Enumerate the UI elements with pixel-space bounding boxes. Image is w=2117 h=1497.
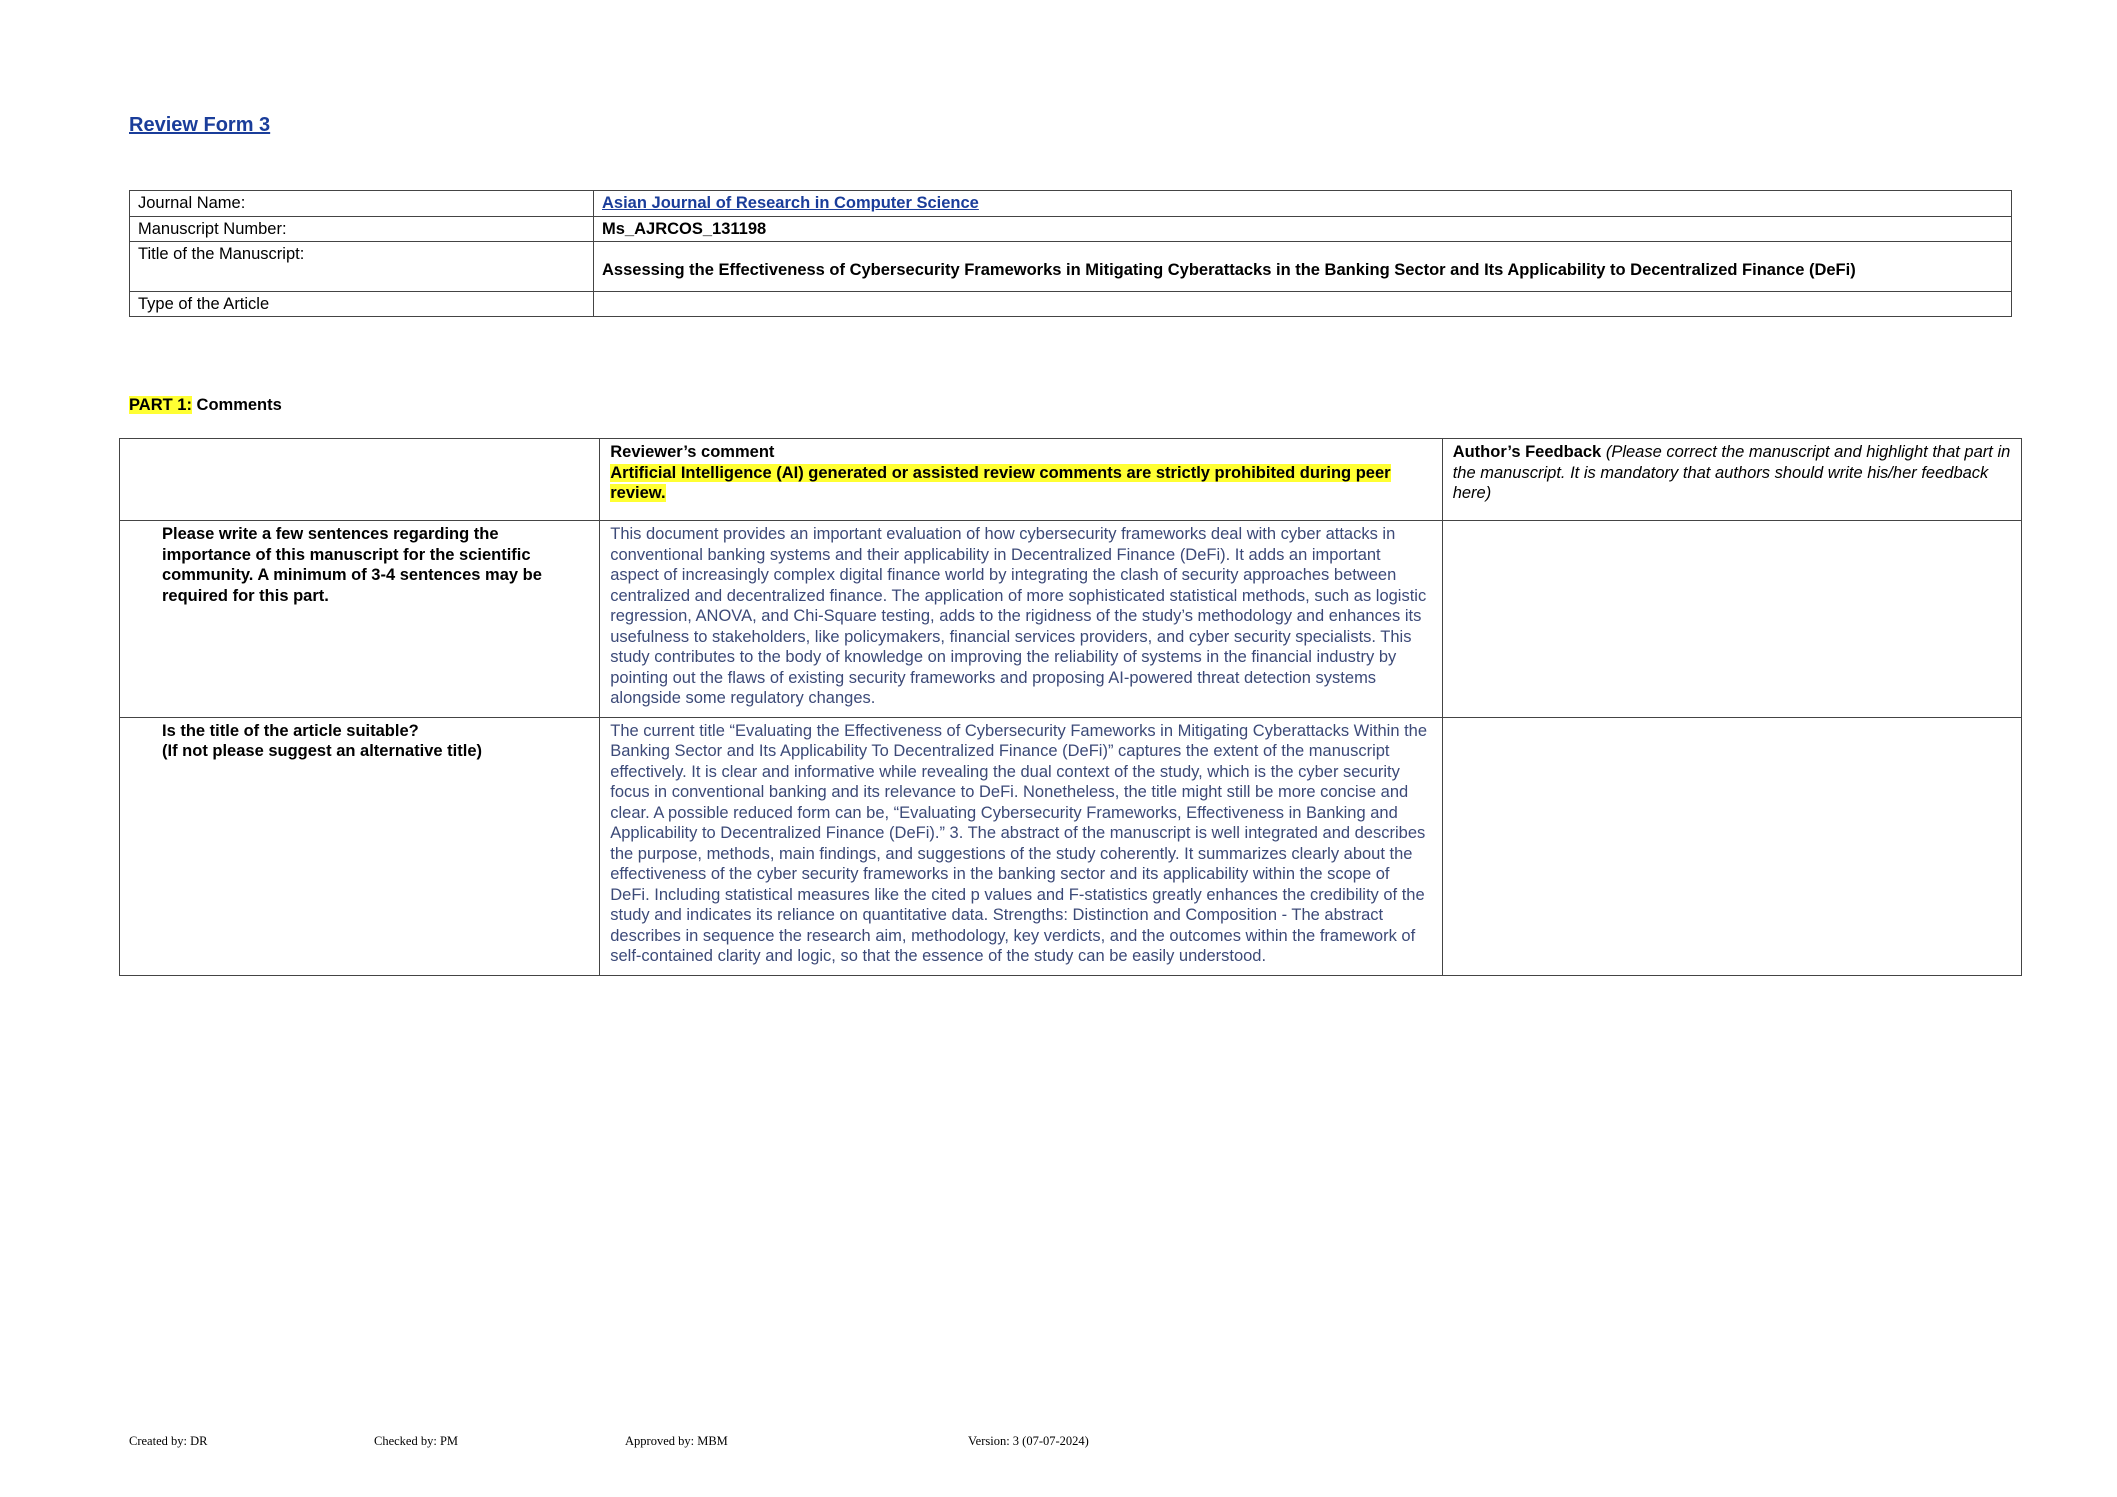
author-feedback-cell[interactable] — [1442, 521, 2021, 718]
manuscript-title-label: Title of the Manuscript: — [130, 242, 594, 292]
footer-checked-by: Checked by: PM — [374, 1434, 459, 1448]
footer-approved-by: Approved by: MBM — [625, 1434, 728, 1448]
article-type-value[interactable] — [594, 291, 2012, 317]
manuscript-title-value: Assessing the Effectiveness of Cybersecurity Frameworks in Mitigating Cyberattacks in the Banking Sector and Its Applicability to Decentralized Finance (DeFi) — [594, 242, 2012, 292]
manuscript-number-value: Ms_AJRCOS_131198 — [594, 216, 2012, 242]
comments-header-row — [120, 439, 2022, 521]
comments-table — [119, 438, 2022, 976]
author-header-cell — [1442, 439, 2021, 521]
journal-name-link[interactable]: Asian Journal of Research in Computer Science — [602, 194, 979, 212]
manuscript-title-row — [130, 242, 2012, 292]
part1-title: Comments — [191, 396, 282, 414]
comment-row — [120, 717, 2022, 975]
question-line: (If not please suggest an alternative title) — [162, 742, 482, 760]
header-empty-cell — [120, 439, 600, 521]
manuscript-info-table — [129, 190, 2012, 317]
footer-created-by: Created by: DR — [129, 1434, 208, 1448]
journal-name-label: Journal Name: — [130, 191, 594, 217]
question-cell — [120, 717, 600, 975]
author-feedback-cell[interactable] — [1442, 717, 2021, 975]
author-feedback-header: Author’s Feedback — [1452, 443, 1602, 461]
reviewer-header-cell — [600, 439, 1442, 521]
journal-name-row — [130, 191, 2012, 217]
ai-notice: Artificial Intelligence (AI) generated or assisted review comments are strictly prohibited during peer review. — [610, 463, 1391, 502]
article-type-row — [130, 291, 2012, 317]
manuscript-number-label: Manuscript Number: — [130, 216, 594, 242]
part1-label: PART 1: — [129, 396, 192, 414]
reviewer-comment-header: Reviewer’s comment — [610, 443, 775, 461]
reviewer-comment-cell: This document provides an important evaluation of how cybersecurity frameworks deal with cyber attacks in conventional banking systems and their applicability in Decentralized Finance (DeFi). It adds an important aspect of increasingly complex digital finance world by integrating the clash of security approaches between centralized and decentralized finance. The application of more sophisticated statistical methods, such as logistic regression, ANOVA, and Chi-Square testing, adds to the rigidness of the study’s methodology and enhances its usefulness to stakeholders, like policymakers, financial services providers, and cyber security specialists. This study contributes to the body of knowledge on improving the reliability of systems in the financial industry by pointing out the flaws of existing security frameworks and proposing AI-powered threat detection systems alongside some regulatory changes. — [600, 521, 1442, 718]
reviewer-comment-cell: The current title “Evaluating the Effectiveness of Cybersecurity Fameworks in Mitigating Cyberattacks Within the Banking Sector and Its Applicability To Decentralized Finance (DeFi)” captures the extent of the manuscript effectively. It is clear and informative while revealing the dual context of the study, which is the cyber security focus in conventional banking and its relevance to DeFi. Nonetheless, the title might still be more concise and clear. A possible reduced form can be, “Evaluating Cybersecurity Frameworks, Effectiveness in Banking and Applicability to Decentralized Finance (DeFi).” 3. The abstract of the manuscript is well integrated and describes the purpose, methods, main findings, and suggestions of the study coherently. It summarizes clearly about the effectiveness of the cyber security frameworks in the banking sector and its applicability within the scope of DeFi. Including statistical measures like the cited p values and F-statistics greatly enhances the credibility of the study and indicates its reliance on quantitative data. Strengths: Distinction and Composition - The abstract describes in sequence the research aim, methodology, key verdicts, and the outcomes within the framework of self-contained clarity and logic, so that the essence of the study can be easily understood. — [600, 717, 1442, 975]
question-line: Is the title of the article suitable? — [162, 721, 419, 740]
part1-heading — [129, 396, 282, 415]
form-title[interactable]: Review Form 3 — [129, 114, 271, 136]
question-cell: Please write a few sentences regarding the importance of this manuscript for the scientific community. A minimum of 3-4 sentences may be required for this part. — [120, 521, 600, 718]
footer-version: Version: 3 (07-07-2024) — [968, 1434, 1089, 1448]
comment-row — [120, 521, 2022, 718]
author-feedback-note: (Please correct the manuscript and highlight that part in the manuscript. It is mandatory that authors should write his/her feedback here) — [1452, 443, 2011, 502]
manuscript-number-row — [130, 216, 2012, 242]
article-type-label: Type of the Article — [130, 291, 594, 317]
